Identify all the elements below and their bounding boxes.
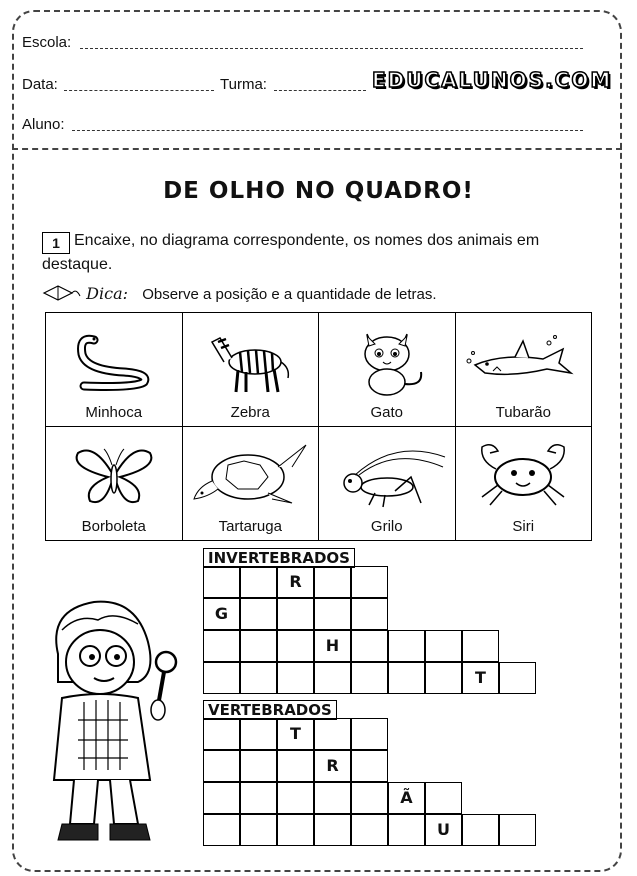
crossword-cell[interactable]: G: [203, 598, 240, 630]
crossword-cell[interactable]: [277, 814, 314, 846]
crossword-cell[interactable]: [203, 750, 240, 782]
turtle-icon: [188, 437, 312, 513]
page-title: DE OLHO NO QUADRO!: [163, 178, 474, 204]
crossword-cell[interactable]: [203, 814, 240, 846]
zebra-icon: [200, 324, 300, 398]
header-separator: [12, 148, 622, 150]
crossword-cell[interactable]: [240, 782, 277, 814]
crossword-cell[interactable]: [314, 814, 351, 846]
crossword-cell[interactable]: [351, 718, 388, 750]
crossword-cell[interactable]: [314, 718, 351, 750]
crossword-cell[interactable]: [314, 598, 351, 630]
crossword-cell[interactable]: [425, 630, 462, 662]
class-label: Turma:: [220, 76, 267, 93]
animal-cell: [46, 313, 183, 427]
exercise-number: 1: [42, 232, 70, 254]
hint-label: Dica:: [86, 284, 129, 303]
crossword-cell[interactable]: [240, 750, 277, 782]
crossword-cell[interactable]: [425, 782, 462, 814]
crossword-cell[interactable]: [351, 662, 388, 694]
animal-name: Siri: [512, 518, 535, 535]
crossword-cell[interactable]: [240, 718, 277, 750]
animal-cell: [182, 427, 319, 541]
animal-name: Tartaruga: [218, 518, 282, 535]
crossword-cell[interactable]: [203, 566, 240, 598]
date-field[interactable]: [64, 90, 214, 91]
crossword-cell[interactable]: [203, 630, 240, 662]
animal-name: Borboleta: [81, 518, 146, 535]
vertebrates-label: VERTEBRADOS: [203, 700, 337, 720]
crossword-cell[interactable]: [351, 630, 388, 662]
instruction: [42, 230, 602, 276]
animal-name: Grilo: [370, 518, 403, 535]
crossword-cell[interactable]: T: [277, 718, 314, 750]
crab-icon: [468, 437, 578, 513]
crossword-cell[interactable]: [240, 598, 277, 630]
animal-table: [45, 312, 592, 541]
cat-icon: [337, 324, 437, 398]
crossword-cell[interactable]: [462, 630, 499, 662]
brand-logo: EDUCALUNOS.COM: [372, 68, 613, 92]
school-label: Escola:: [22, 34, 72, 51]
animal-cell: [182, 313, 319, 427]
class-field[interactable]: [274, 90, 366, 91]
crossword-cell[interactable]: [314, 662, 351, 694]
crossword-cell[interactable]: [240, 814, 277, 846]
crossword-cell[interactable]: [388, 814, 425, 846]
crossword-cell[interactable]: [277, 782, 314, 814]
school-field[interactable]: [80, 48, 583, 49]
crossword-cell[interactable]: [314, 782, 351, 814]
butterfly-icon: [64, 437, 164, 513]
crossword-cell[interactable]: [277, 598, 314, 630]
crossword-cell[interactable]: [277, 662, 314, 694]
crossword-cell[interactable]: [499, 662, 536, 694]
student-label: Aluno:: [22, 116, 65, 133]
crossword-cell[interactable]: R: [314, 750, 351, 782]
crossword-cell[interactable]: Ã: [388, 782, 425, 814]
crossword-cell[interactable]: [203, 718, 240, 750]
crossword-cell[interactable]: [499, 814, 536, 846]
crossword-cell[interactable]: [425, 662, 462, 694]
animal-cell: [319, 313, 456, 427]
worm-icon: [64, 326, 164, 396]
animal-name: Tubarão: [495, 404, 551, 421]
date-label: Data:: [22, 76, 58, 93]
crossword-cell[interactable]: [462, 814, 499, 846]
crossword-cell[interactable]: [388, 662, 425, 694]
animal-cell: [46, 427, 183, 541]
shark-icon: [463, 331, 583, 391]
crossword-cell[interactable]: [277, 750, 314, 782]
hint-text: Observe a posição e a quantidade de letras.: [142, 286, 437, 303]
hint-row: [42, 284, 437, 303]
animal-cell: [455, 313, 592, 427]
crossword-cell[interactable]: [240, 662, 277, 694]
crossword-cell[interactable]: R: [277, 566, 314, 598]
crossword-cell[interactable]: [240, 630, 277, 662]
animal-name: Gato: [370, 404, 404, 421]
crossword-cell[interactable]: [203, 662, 240, 694]
crossword-cell[interactable]: [388, 630, 425, 662]
crossword-cell[interactable]: [351, 814, 388, 846]
kite-icon: [42, 284, 82, 302]
crossword-cell[interactable]: [351, 566, 388, 598]
cricket-icon: [325, 437, 449, 513]
crossword-cell[interactable]: [351, 782, 388, 814]
student-field[interactable]: [72, 130, 583, 131]
animal-name: Minhoca: [85, 404, 143, 421]
boy-illustration: [18, 590, 188, 850]
instruction-text: Encaixe, no diagrama correspondente, os nomes dos animais em destaque.: [42, 232, 540, 273]
crossword-cell[interactable]: H: [314, 630, 351, 662]
animal-cell: [319, 427, 456, 541]
crossword-cell[interactable]: [351, 598, 388, 630]
crossword-cell[interactable]: [314, 566, 351, 598]
crossword-cell[interactable]: T: [462, 662, 499, 694]
crossword-cell[interactable]: U: [425, 814, 462, 846]
animal-cell: [455, 427, 592, 541]
animal-name: Zebra: [230, 404, 270, 421]
crossword-cell[interactable]: [240, 566, 277, 598]
invertebrates-label: INVERTEBRADOS: [203, 548, 355, 568]
crossword-cell[interactable]: [277, 630, 314, 662]
crossword-cell[interactable]: [351, 750, 388, 782]
crossword-cell[interactable]: [203, 782, 240, 814]
